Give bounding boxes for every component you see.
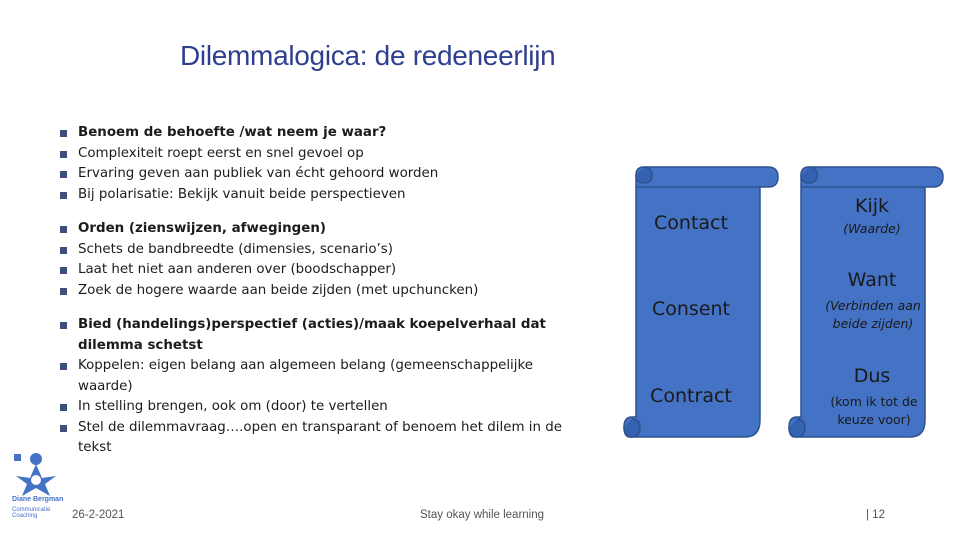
scroll-sublabel-waarde: (Waarde) <box>843 221 901 236</box>
list-item <box>60 144 580 165</box>
footer-center-text: Stay okay while learning <box>420 509 545 521</box>
logo-line2: Communicatie <box>12 507 51 513</box>
list-item-text: Stel de dilemmavraag….open en transparant of benoem het dilem in de tekst <box>78 419 562 455</box>
logo-name: Diane Bergman <box>12 496 64 503</box>
bullet-group-3 <box>60 315 580 459</box>
square-bullet-icon <box>60 192 67 199</box>
list-item-text: Zoek de hogere waarde aan beide zijden (met upchuncken) <box>78 282 479 298</box>
list-item-text: Complexiteit roept eerst en snel gevoel op <box>78 145 364 161</box>
list-item-text: Benoem de behoefte /wat neem je waar? <box>78 125 387 140</box>
square-bullet-icon <box>60 267 67 274</box>
logo-line3: Coaching <box>12 513 38 519</box>
square-bullet-icon <box>60 171 67 178</box>
list-item-text: Bied (handelings)perspectief (acties)/maak koepelverhaal dat dilemma schetst <box>78 317 546 353</box>
list-item-text: Ervaring geven aan publiek van écht gehoord worden <box>78 166 439 181</box>
list-item-text: In stelling brengen, ook om (door) te vertellen <box>78 399 388 414</box>
footer-page-number: | 12 <box>866 509 885 521</box>
list-item-text: Schets de bandbreedte (dimensies, scenario’s) <box>78 241 393 257</box>
scroll-label-dus: Dus <box>853 365 891 387</box>
list-item <box>60 315 580 356</box>
list-item <box>60 418 580 459</box>
list-item <box>60 260 580 281</box>
bullet-list <box>60 123 580 473</box>
square-bullet-icon <box>60 288 67 295</box>
square-bullet-icon <box>60 425 67 432</box>
list-item <box>60 219 580 240</box>
square-bullet-icon <box>60 404 67 411</box>
square-bullet-icon <box>60 151 67 158</box>
list-item-text: Orden (zienswijzen, afwegingen) <box>78 221 326 236</box>
list-item <box>60 185 580 206</box>
list-item-text: Bij polarisatie: Bekijk vanuit beide perspectieven <box>78 186 406 202</box>
list-item <box>60 397 580 418</box>
list-item <box>60 281 580 302</box>
list-item <box>60 240 580 261</box>
square-bullet-icon <box>60 363 67 370</box>
person-logo-icon <box>12 450 72 498</box>
square-bullet-icon <box>60 247 67 254</box>
list-item <box>60 164 580 185</box>
bullet-group-1 <box>60 123 580 205</box>
scroll-label-kijk: Kijk <box>854 195 890 217</box>
scroll-label-contract: Contract <box>650 385 732 407</box>
square-bullet-icon <box>60 226 67 233</box>
slide-title: Dilemmalogica: de redeneerlijn <box>180 40 556 71</box>
list-item <box>60 356 580 397</box>
list-item-text: Koppelen: eigen belang aan algemeen belang (gemeenschappelijke waarde) <box>78 358 534 394</box>
scroll-label-contact: Contact <box>654 212 728 234</box>
brand-logo <box>12 450 72 525</box>
bullet-group-2 <box>60 219 580 301</box>
scroll-label-want: Want <box>847 269 897 291</box>
square-bullet-icon <box>60 322 67 329</box>
list-item <box>60 123 580 144</box>
scroll-label-consent: Consent <box>651 298 730 320</box>
square-bullet-icon <box>60 130 67 137</box>
list-item-text: Laat het niet aan anderen over (boodschapper) <box>78 262 397 277</box>
scroll-sublabel-keuze: (kom ik tot de keuze voor) <box>830 394 918 427</box>
footer-date: 26-2-2021 <box>72 509 125 521</box>
scroll-sublabel-verbinden: (Verbinden aan beide zijden) <box>825 298 921 331</box>
